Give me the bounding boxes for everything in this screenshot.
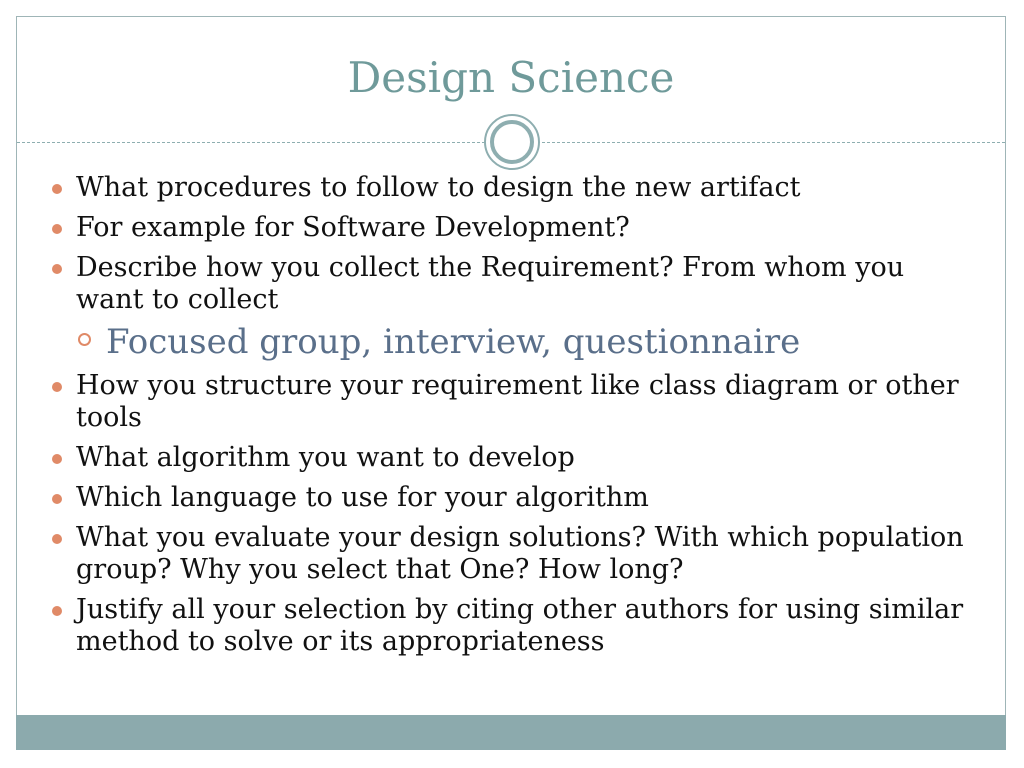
bullet-dot-icon xyxy=(52,494,62,504)
bullet-item xyxy=(44,252,974,316)
bullet-text: For example for Software Development? xyxy=(76,212,630,243)
bullet-text: Justify all your selection by citing other authors for using similar method to solve or its appropriateness xyxy=(76,594,964,657)
bullet-dot-icon xyxy=(52,184,62,194)
bullet-text: Describe how you collect the Requirement? From whom you want to collect xyxy=(76,252,905,315)
circle-ornament-icon xyxy=(484,114,540,170)
bullet-dot-icon xyxy=(52,382,62,392)
bullet-dot-icon xyxy=(52,264,62,274)
bullet-dot-icon xyxy=(52,224,62,234)
bullet-text: Which language to use for your algorithm xyxy=(76,482,649,513)
slide-title: Design Science xyxy=(347,53,675,102)
bullet-text: What procedures to follow to design the new artifact xyxy=(76,172,801,203)
bullet-item xyxy=(44,370,974,434)
bullet-text: What algorithm you want to develop xyxy=(76,442,575,473)
sub-bullet-text: Focused group, interview, questionnaire xyxy=(106,322,801,362)
bullet-dot-icon xyxy=(52,606,62,616)
circle-ornament-inner xyxy=(490,120,534,164)
bullet-text: How you structure your requirement like class diagram or other tools xyxy=(76,370,959,433)
bullet-dot-icon xyxy=(52,534,62,544)
bullet-item xyxy=(44,482,974,514)
bullet-dot-icon xyxy=(52,454,62,464)
bullet-item xyxy=(44,172,974,204)
bullet-list xyxy=(44,172,974,666)
bullet-item xyxy=(44,522,974,586)
bullet-text: What you evaluate your design solutions? With which population group? Why you select that One? How long? xyxy=(76,522,964,585)
bullet-item xyxy=(44,212,974,244)
bullet-item xyxy=(44,594,974,658)
sub-bullet-item xyxy=(44,322,974,362)
footer-bar xyxy=(16,715,1006,750)
bullet-item xyxy=(44,442,974,474)
hollow-circle-bullet-icon xyxy=(78,333,91,346)
